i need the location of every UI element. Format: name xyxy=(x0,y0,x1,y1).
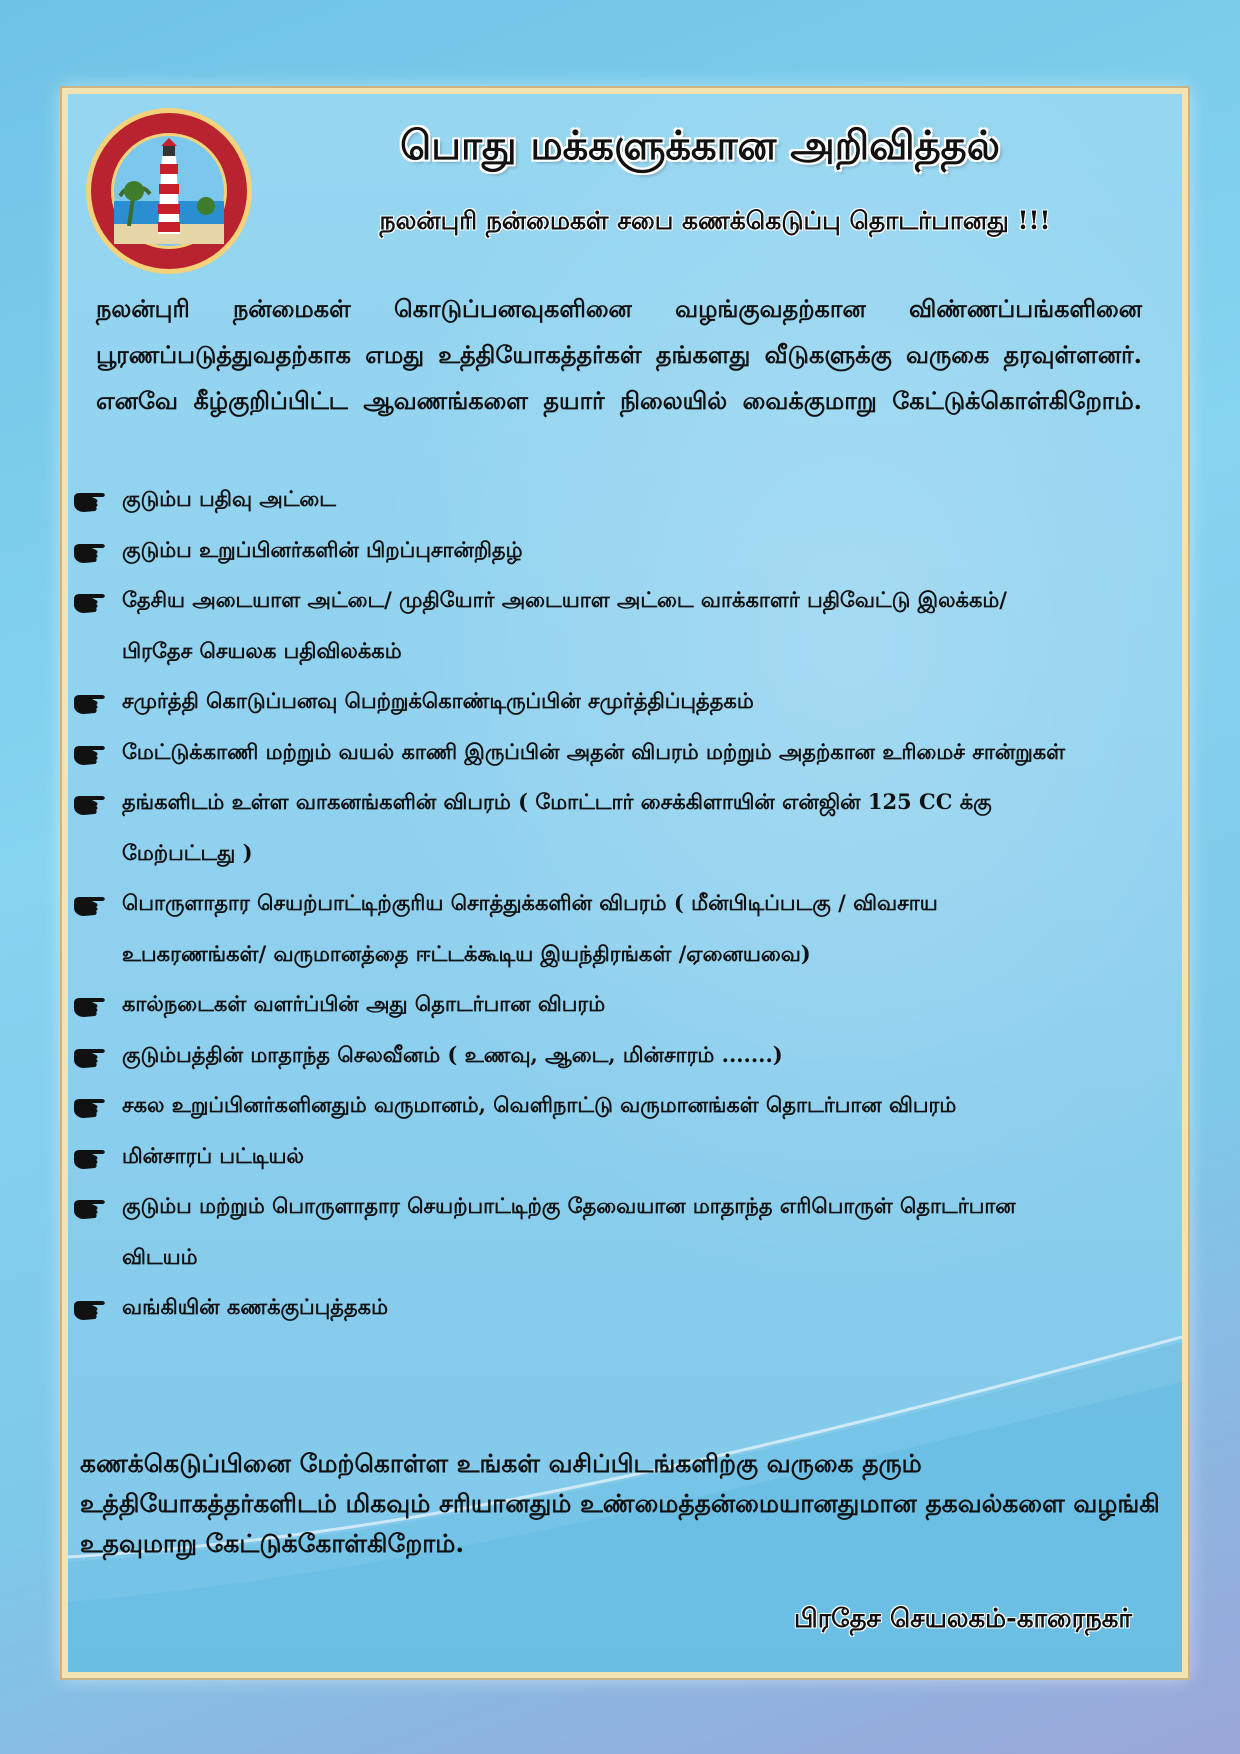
page-title: பொது மக்களுக்கான அறிவித்தல் xyxy=(400,122,1000,169)
document-item-label: மின்சாரப் பட்டியல் xyxy=(122,1142,304,1168)
document-item xyxy=(72,575,1082,676)
pointing-hand-icon xyxy=(72,585,112,613)
document-item xyxy=(72,676,1082,727)
document-item-label: சமுர்த்தி கொடுப்பனவு பெற்றுக்கொண்டிருப்பின் சமுர்த்திப்புத்தகம் xyxy=(122,688,754,713)
document-item xyxy=(72,727,1082,778)
document-item-label: பொருளாதார செயற்பாட்டிற்குரிய சொத்துக்களின் விபரம் ( மீன்பிடிப்படகு / விவசாய உபகரணங்கள்/ வருமானத்தை ஈட்டக்கூடிய இயந்திரங்கள் /ஏனையவை) xyxy=(122,890,938,966)
page-subtitle: நலன்புரி நன்மைகள் சபை கணக்கெடுப்பு தொடர்பானது !!! xyxy=(379,206,1051,235)
document-item-label: கால்நடைகள் வளர்ப்பின் அது தொடர்பான விபரம் xyxy=(122,991,606,1016)
document-item-label: குடும்ப உறுப்பினர்களின் பிறப்புசான்றிதழ் xyxy=(122,536,523,562)
pointing-hand-icon xyxy=(72,1292,112,1320)
document-item xyxy=(72,777,1082,878)
document-item-label: மேட்டுக்காணி மற்றும் வயல் காணி இருப்பின் அதன் விபரம் மற்றும் அதற்கான உரிமைச் சான்றுகள் xyxy=(122,738,1066,764)
pointing-hand-icon xyxy=(72,535,112,563)
document-item-label: தங்களிடம் உள்ள வாகனங்களின் விபரம் ( மோட்டார் சைக்கிளாயின் என்ஜின் 125 CC க்கு மேற்பட்டது ) xyxy=(122,789,992,865)
closing-paragraph: கணக்கெடுப்பினை மேற்கொள்ள உங்கள் வசிப்பிடங்களிற்கு வருகை தரும் உத்தியோகத்தர்களிடம் மிகவும் சரியானதும் உண்மைத்தன்மையானதுமான தகவல்களை வழங்கி உதவுமாறு கேட்டுக்கோள்கிறோம். xyxy=(80,1449,1160,1558)
document-item xyxy=(72,1131,1082,1182)
document-item xyxy=(72,525,1082,576)
document-item xyxy=(72,474,1082,525)
document-item xyxy=(72,1030,1082,1081)
pointing-hand-icon xyxy=(72,1090,112,1118)
document-item-label: குடும்ப மற்றும் பொருளாதார செயற்பாட்டிற்கு தேவையான மாதாந்த எரிபொருள் தொடர்பான விடயம் xyxy=(122,1193,1016,1269)
pointing-hand-icon xyxy=(72,484,112,512)
notice-frame xyxy=(62,88,1188,1678)
pointing-hand-icon xyxy=(72,1191,112,1219)
signature: பிரதேச செயலகம்-காரைநகர் xyxy=(794,1604,1132,1634)
required-documents-list xyxy=(72,474,1172,1333)
pointing-hand-icon xyxy=(72,989,112,1017)
lighthouse-seal-logo xyxy=(84,106,254,276)
pointing-hand-icon xyxy=(72,686,112,714)
document-item-label: தேசிய அடையாள அட்டை/ முதியோர் அடையாள அட்டை வாக்காளர் பதிவேட்டு இலக்கம்/ பிரதேச செயலக பதிவிலக்கம் xyxy=(122,587,1007,663)
document-item xyxy=(72,1181,1082,1282)
pointing-hand-icon xyxy=(72,787,112,815)
document-item-label: சகல உறுப்பினர்களினதும் வருமானம், வெளிநாட்டு வருமானங்கள் தொடர்பான விபரம் xyxy=(122,1092,957,1117)
document-item xyxy=(72,1080,1082,1131)
document-item-label: வங்கியின் கணக்குப்புத்தகம் xyxy=(122,1294,388,1319)
document-item xyxy=(72,878,1082,979)
document-item-label: குடும்ப பதிவு அட்டை xyxy=(122,486,336,511)
pointing-hand-icon xyxy=(72,1040,112,1068)
pointing-hand-icon xyxy=(72,888,112,916)
document-item xyxy=(72,1282,1082,1333)
seal-logo xyxy=(84,106,254,276)
pointing-hand-icon xyxy=(72,737,112,765)
document-item-label: குடும்பத்தின் மாதாந்த செலவீனம் ( உணவு, ஆடை, மின்சாரம் .......) xyxy=(122,1041,783,1067)
intro-paragraph: நலன்புரி நன்மைகள் கொடுப்பனவுகளினை வழங்குவதற்கான விண்ணப்பங்களினை பூரணப்படுத்துவதற்காக எமது உத்தியோகத்தர்கள் தங்களது வீடுகளுக்கு வருகை தரவுள்ளனர். எனவே கீழ்குறிப்பிட்ட ஆவணங்களை தயார் நிலையில் வைக்குமாறு கேட்டுக்கொள்கிறோம். xyxy=(96,294,1142,415)
pointing-hand-icon xyxy=(72,1141,112,1169)
document-item xyxy=(72,979,1082,1030)
